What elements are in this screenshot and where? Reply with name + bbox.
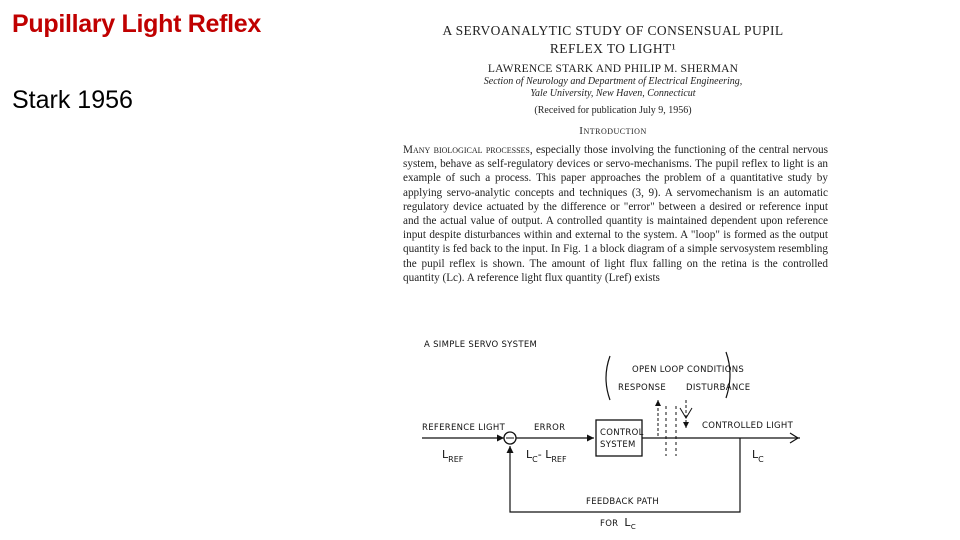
for-lc-label: FOR $L_C$ [600, 516, 637, 531]
feedback-path-label: FEEDBACK PATH [586, 497, 660, 507]
controlled-light-label: CONTROLLED LIGHT [702, 421, 794, 431]
paper-received: (Received for publication July 9, 1956) [534, 105, 692, 116]
response-label: RESPONSE [618, 383, 667, 393]
paper-affiliation-line1: Section of Neurology and Department of Electrical Engineering, [483, 76, 743, 87]
paper-affiliation [398, 76, 828, 100]
control-system-line1: CONTROL [600, 428, 644, 438]
servo-diagram [420, 336, 800, 536]
section-heading: Introduction [579, 125, 647, 137]
l-ref-symbol: $L_{REF}$ [442, 448, 464, 464]
paper-authors: LAWRENCE STARK AND PHILIP M. SHERMAN [487, 63, 739, 75]
open-loop-label: OPEN LOOP CONDITIONS [632, 365, 745, 375]
paper-body [403, 143, 828, 285]
diagram-title: A SIMPLE SERVO SYSTEM [424, 340, 538, 350]
body-lead: Many biological processes, [403, 144, 533, 156]
body-text: especially those involving the functioning of the central nervous system, behave as self-regulatory devices or servo-mechanisms. The pupil reflex to light is an example of such a process. This paper approaches the problem of a quantitative study by applying servo-analytic concepts and techniques (3, 9). A servomechanism is an automatic regulatory device actuated by the difference or "error" between a desired or reference input and the actual value of output. A controlled quantity is maintained dependent upon reference input despite disturbances within and external to the system. A "loop" is formed as the output quantity is fed back to the input. In Fig. 1 a block diagram of a simple servosystem resembling the pupil reflex is shown. The amount of light flux falling on the retina is the controlled quantity (Lc). A reference light flux quantity (Lref) exists [403, 144, 828, 284]
paper-title-line1: A SERVOANALYTIC STUDY OF CONSENSUAL PUPIL [442, 23, 784, 38]
paper-title-line2: REFLEX TO LIGHT¹ [549, 41, 677, 56]
error-expression: $L_C-$ $L_{REF}$ [526, 448, 567, 464]
disturbance-label: DISTURBANCE [686, 383, 751, 393]
slide-subtitle: Stark 1956 [12, 86, 133, 114]
control-system-line2: SYSTEM [600, 440, 636, 450]
error-label: ERROR [534, 423, 566, 433]
slide-title: Pupillary Light Reflex [12, 10, 262, 38]
open-loop-left-bracket [606, 356, 610, 400]
servo-diagram-svg [420, 336, 800, 536]
paper-affiliation-line2: Yale University, New Haven, Connecticut [530, 88, 696, 99]
reference-light-label: REFERENCE LIGHT [422, 423, 506, 433]
paper-title [398, 22, 828, 58]
l-c-symbol: $L_C$ [752, 448, 764, 464]
control-system-box [596, 420, 642, 456]
paper-excerpt [398, 22, 828, 322]
